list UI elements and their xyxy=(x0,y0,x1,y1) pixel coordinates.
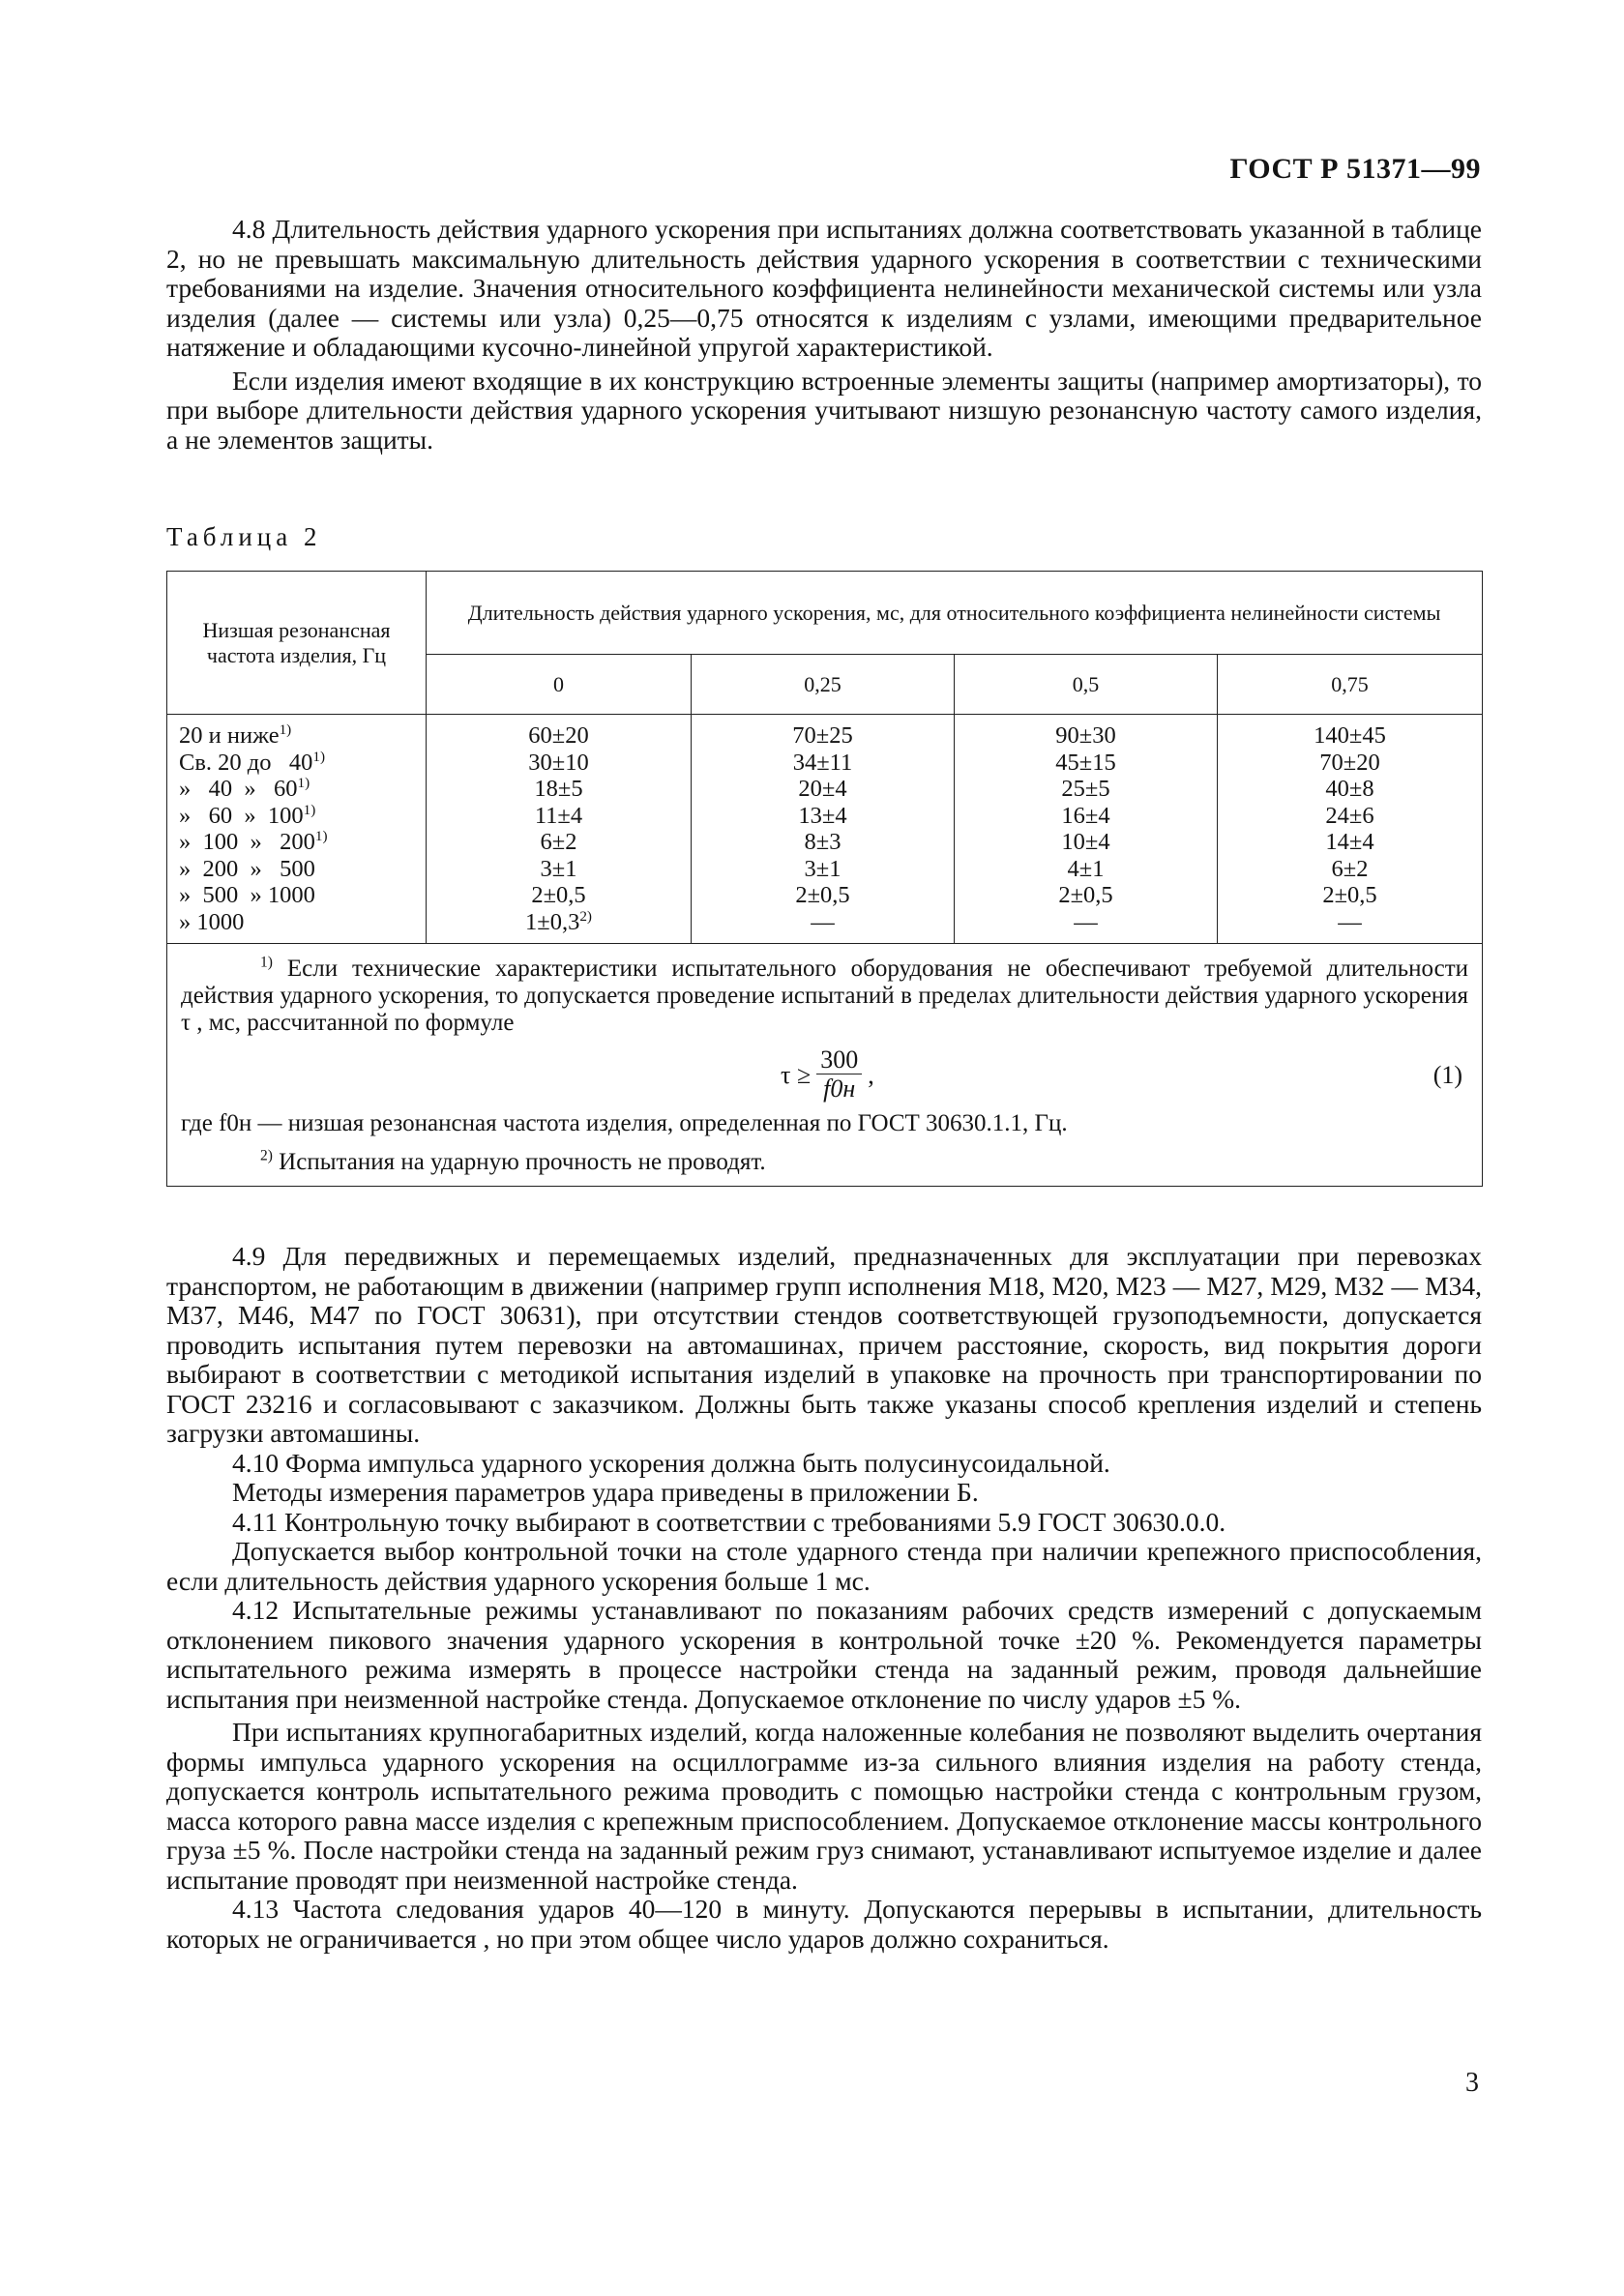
value-cell: $1\pm 0,3^{2)}$ xyxy=(525,907,592,935)
value-cell: 2±0,5 xyxy=(795,882,850,908)
value-cell: 60±20 xyxy=(528,722,589,749)
value-cell: 25±5 xyxy=(1061,776,1110,802)
header-resonance-frequency: Низшая резонансная частота изделия, Гц xyxy=(167,572,427,715)
footnote-2: $^{2)}$ Испытания на ударную прочность не проводят. xyxy=(260,1147,766,1175)
header-coef-05: 0,5 xyxy=(955,655,1218,715)
page-number: 3 xyxy=(1465,2068,1479,2098)
value-cell: 14±4 xyxy=(1325,829,1374,855)
value-cell: 2±0,5 xyxy=(1058,882,1113,908)
table-header-row xyxy=(167,572,1483,655)
value-cell: 11±4 xyxy=(534,802,583,829)
value-cell: 6±2 xyxy=(1331,855,1369,882)
value-cell: 2±0,5 xyxy=(531,882,586,908)
formula-suffix: , xyxy=(868,1060,874,1089)
value-cell: 45±15 xyxy=(1055,749,1116,776)
freq-cell: Св. 20 до 40$^{1)}$ xyxy=(179,748,326,776)
section-4-8 xyxy=(166,215,1482,455)
table-2 xyxy=(166,571,1483,1187)
value-cell: 30±10 xyxy=(528,749,589,776)
freq-cell: » 100 » 200$^{1)}$ xyxy=(179,827,328,855)
value-cell: 20±4 xyxy=(798,776,847,802)
sections-4-9-to-4-13 xyxy=(166,1242,1482,1954)
paragraph-4-12: 4.12 Испытательные режимы устанавливают по показаниям рабочих средств измерений с допускаемым отклонением пикового значения ударного ускорения в контрольной точке ±20 %. Рекомендуется параметры испытательного режима измерять в процессе настройки стенда на заданный режим, проводя дальнейшие испытания при неизменной настройке стенда. Допускаемое отклонение по числу ударов ±5 %. xyxy=(166,1595,1482,1714)
value-cell: 4±1 xyxy=(1067,855,1105,882)
value-cell: 8±3 xyxy=(804,829,842,855)
paragraph-4-13: 4.13 Частота следования ударов 40—120 в минуту. Допускаются перерывы в испытании, длительность которых не ограничивается , но при этом общее число ударов должно сохраниться. xyxy=(166,1894,1482,1954)
value-cell: 10±4 xyxy=(1061,829,1110,855)
value-cell: 40±8 xyxy=(1325,776,1374,802)
paragraph-4-11: 4.11 Контрольную точку выбирают в соответствии с требованиями 5.9 ГОСТ 30630.0.0. xyxy=(232,1506,1226,1537)
formula-numerator: 300 xyxy=(816,1046,862,1074)
value-cell: 2±0,5 xyxy=(1322,882,1377,908)
header-coef-075: 0,75 xyxy=(1218,655,1483,715)
value-cell: 3±1 xyxy=(540,855,577,882)
header-coef-025: 0,25 xyxy=(692,655,955,715)
freq-cell: 20 и ниже$^{1)}$ xyxy=(179,721,292,749)
table-data-row xyxy=(167,715,1483,944)
header-shock-duration: Длительность действия ударного ускорения, мс, для относительного коэффициента нелинейности системы xyxy=(427,572,1483,655)
value-cell: — xyxy=(811,908,835,935)
paragraph-4-8-protection: Если изделия имеют входящие в их конструкцию встроенные элементы защиты (например амортизаторы), то при выборе длительности действия ударного ускорения учитывают низшую резонансную частоту самого изделия, а не элементов защиты. xyxy=(166,365,1482,455)
value-cell: 6±2 xyxy=(540,829,577,855)
freq-cell: » 1000 xyxy=(179,908,245,935)
coef-05-column xyxy=(955,715,1218,944)
coef-025-column xyxy=(692,715,955,944)
value-cell: 90±30 xyxy=(1055,722,1116,749)
formula-1 xyxy=(181,1043,1468,1110)
table-notes xyxy=(167,944,1483,1187)
frequency-column xyxy=(167,715,427,944)
document-id-header: ГОСТ Р 51371—99 xyxy=(1229,153,1481,185)
freq-cell: » 60 » 100$^{1)}$ xyxy=(179,801,316,829)
paragraph-4-10-methods: Методы измерения параметров удара приведены в приложении Б. xyxy=(232,1477,979,1507)
table-2-caption: Таблица 2 xyxy=(166,522,322,551)
freq-cell: » 40 » 60$^{1)}$ xyxy=(179,774,310,802)
freq-cell: » 200 » 500 xyxy=(179,855,315,882)
paragraph-4-11-control-point: Допускается выбор контрольной точки на столе ударного стенда при наличии крепежного приспособления, если длительность действия ударного ускорения больше 1 мс. xyxy=(166,1536,1482,1596)
paragraph-4-8: 4.8 Длительность действия ударного ускорения при испытаниях должна соответствовать указанной в таблице 2, но не превышать максимальную длительность действия ударного ускорения в соответствии с техническими требованиями на изделие. Значения относительного коэффициента нелинейности механической системы или узла изделия (далее — системы или узла) 0,25—0,75 относятся к изделиям с узлами, имеющими предварительное натяжение и обладающими кусочно-линейной упругой характеристикой. xyxy=(166,214,1482,362)
freq-cell: » 500 » 1000 xyxy=(179,882,315,908)
value-cell: 70±25 xyxy=(792,722,853,749)
formula-number: (1) xyxy=(1432,1061,1463,1089)
formula-where: где f0н — низшая резонансная частота изделия, определенная по ГОСТ 30630.1.1, Гц. xyxy=(181,1110,1068,1136)
table-notes-row xyxy=(167,944,1483,1187)
value-cell: 3±1 xyxy=(804,855,842,882)
footnote-1: $^{1)}$ Если технические характеристики испытательного оборудования не обеспечивают требуемой длительности действия ударного ускорения, то допускается проведение испытаний в пределах длительности действия ударного ускорения τ , мс, рассчитанной по формуле xyxy=(181,954,1469,1036)
value-cell: 70±20 xyxy=(1319,749,1380,776)
value-cell: 13±4 xyxy=(798,802,847,829)
coef-075-column xyxy=(1218,715,1483,944)
value-cell: — xyxy=(1338,908,1362,935)
header-coef-0: 0 xyxy=(427,655,692,715)
value-cell: — xyxy=(1074,908,1098,935)
value-cell: 140±45 xyxy=(1314,722,1386,749)
paragraph-4-9: 4.9 Для передвижных и перемещаемых изделий, предназначенных для эксплуатации при перевозках транспортом, не работающим в движении (например групп исполнения М18, М20, М23 — М27, М29, М32 — М34, М37, М46, М47 по ГОСТ 30631), при отсутствии стендов соответствующей грузоподъемности, допускается проводить испытания путем перевозки на автомашинах, причем расстояние, скорость, вид покрытия дороги выбирают в соответствии с методикой испытания изделий в упаковке на прочность при транспортировании по ГОСТ 23216 и согласовывают с заказчиком. Должны быть также указаны способ крепления изделий и степень загрузки автомашины. xyxy=(166,1241,1482,1448)
value-cell: 18±5 xyxy=(534,776,583,802)
value-cell: 34±11 xyxy=(792,749,853,776)
coef-0-column xyxy=(427,715,692,944)
value-cell: 16±4 xyxy=(1061,802,1110,829)
paragraph-4-12-large-items: При испытаниях крупногабаритных изделий, когда наложенные колебания не позволяют выделить очертания формы импульса ударного ускорения на осциллограмме из-за сильного влияния изделия на работу стенда, допускается контроль испытательного режима проводить с помощью настройки стенда с контрольным грузом, масса которого равна массе изделия с крепежным приспособлением. Допускаемое отклонение массы контрольного груза ±5 %. После настройки стенда на заданный режим груз снимают, устанавливают испытуемое изделие и далее испытание проводят при неизменной настройке стенда. xyxy=(166,1717,1482,1895)
formula-lhs: τ ≥ xyxy=(781,1060,812,1089)
formula-denominator: f0н xyxy=(823,1074,856,1103)
value-cell: 24±6 xyxy=(1325,802,1374,829)
paragraph-4-10: 4.10 Форма импульса ударного ускорения должна быть полусинусоидальной. xyxy=(232,1447,1110,1478)
